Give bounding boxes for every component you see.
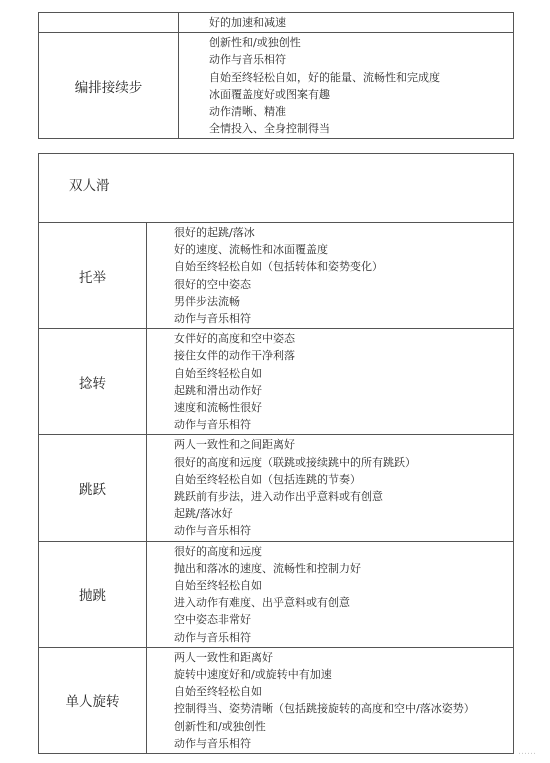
criterion-item: 跳跃前有步法，进入动作出乎意料或有创意 — [174, 490, 383, 504]
table-row — [39, 33, 514, 139]
table-row — [39, 435, 514, 541]
criteria-cell — [179, 33, 514, 139]
criterion-item: 很好的高度和远度 — [174, 544, 262, 558]
criterion-item: 动作与音乐相符 — [174, 418, 251, 432]
criterion-item: 自始至终轻松自如（包括转体和姿势变化） — [174, 260, 383, 274]
criterion-item: 很好的空中姿态 — [174, 277, 251, 291]
criterion-item: 好的加速和减速 — [209, 16, 286, 29]
criterion-item: 全情投入、全身控制得当 — [209, 122, 330, 136]
criterion-item: 自始至终轻松自如 — [174, 579, 262, 593]
table-row — [39, 13, 514, 33]
table-header-row — [39, 154, 514, 223]
criterion-item: 自始至终轻松自如 — [174, 366, 262, 380]
criterion-item: 动作与音乐相符 — [174, 736, 251, 750]
criterion-item: 接住女伴的动作干净利落 — [174, 349, 295, 363]
table-row — [39, 329, 514, 435]
watermark: …… — [518, 747, 536, 757]
criterion-item: 速度和流畅性很好 — [174, 401, 262, 415]
discipline-title: 双人滑 — [69, 178, 110, 194]
criterion-item: 创新性和/或独创性 — [174, 719, 266, 733]
criteria-cell — [179, 13, 514, 33]
criteria-cell — [147, 329, 514, 435]
criterion-item: 冰面覆盖度好或图案有趣 — [209, 87, 330, 101]
criterion-item: 起跳和滑出动作好 — [174, 383, 262, 397]
criterion-item: 控制得当、姿势清晰（包括跳接旋转的高度和空中/落冰姿势） — [174, 702, 475, 716]
criterion-item: 自始至终轻松自如，好的能量、流畅性和完成度 — [209, 70, 440, 84]
category-cell-empty — [39, 13, 179, 33]
criterion-item: 很好的起跳/落冰 — [174, 226, 255, 239]
criterion-item: 动作与音乐相符 — [209, 53, 286, 67]
criterion-item: 自始至终轻松自如（包括连跳的节奏） — [174, 472, 361, 486]
category-cell: 抛跳 — [39, 541, 147, 647]
category-cell: 托举 — [39, 223, 147, 329]
table-row — [39, 647, 514, 753]
criterion-item: 两人一致性和距离好 — [174, 650, 273, 664]
criterion-item: 两人一致性和之间距离好 — [174, 438, 295, 452]
criteria-cell — [147, 223, 514, 329]
category-cell: 编排接续步 — [39, 33, 179, 139]
criterion-item: 自始至终轻松自如 — [174, 685, 262, 699]
criterion-item: 动作清晰、精准 — [209, 105, 286, 119]
criterion-item: 好的速度、流畅性和冰面覆盖度 — [174, 243, 328, 257]
criteria-table-singles — [38, 12, 514, 139]
table-row — [39, 223, 514, 329]
criterion-item: 起跳/落冰好 — [174, 507, 233, 521]
criteria-cell — [147, 647, 514, 753]
category-cell: 跳跃 — [39, 435, 147, 541]
criteria-cell — [147, 541, 514, 647]
criterion-item: 抛出和落冰的速度、流畅性和控制力好 — [174, 561, 361, 575]
criteria-cell — [147, 435, 514, 541]
criterion-item: 进入动作有难度、出乎意料或有创意 — [174, 596, 350, 610]
criterion-item: 动作与音乐相符 — [174, 312, 251, 326]
criterion-item: 空中姿态非常好 — [174, 613, 251, 627]
criterion-item: 很好的高度和远度（联跳或接续跳中的所有跳跃） — [174, 455, 416, 469]
criterion-item: 男伴步法流畅 — [174, 294, 240, 308]
category-cell: 捻转 — [39, 329, 147, 435]
table-header — [39, 154, 514, 223]
criterion-item: 创新性和/或独创性 — [209, 36, 301, 50]
criteria-table-pairs — [38, 153, 514, 754]
table-row — [39, 541, 514, 647]
criterion-item: 动作与音乐相符 — [174, 524, 251, 538]
criterion-item: 女伴好的高度和空中姿态 — [174, 332, 295, 346]
category-cell: 单人旋转 — [39, 647, 147, 753]
criterion-item: 旋转中速度好和/或旋转中有加速 — [174, 668, 332, 682]
criterion-item: 动作与音乐相符 — [174, 630, 251, 644]
